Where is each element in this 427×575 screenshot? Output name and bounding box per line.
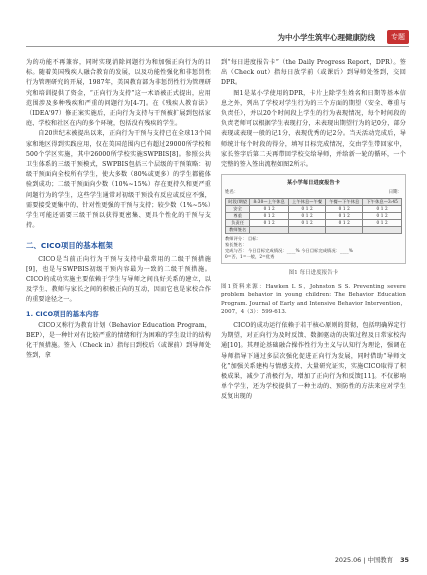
- score-cell: 0 1 2: [326, 213, 363, 220]
- column-header: 下午休息—3:45: [363, 199, 402, 206]
- running-header: [26, 30, 409, 44]
- paragraph: 到“每日进度报告卡”（the Daily Progress Report，DPR）。签出（Check out）指每日放学前（或课后）到导师处签到，交回DPR。: [221, 59, 406, 87]
- page-number: 35: [400, 556, 409, 564]
- paragraph: 自20世纪末被提出以来，正向行为干预与支持已在全球13个国家和地区得到实践应用，仅在美国范围内已有超过29000所学校和500个学区实施，其中26000所学校实施SWPBIS[8]。参照公共卫生体系的三级干预模式，SWPBIS包括三个层级的干预策略：初级干预面向全校所有学生，使大多数（80%或更多）的学生都能体验到成功；二级干预面向少数（10%~15%）存在更持久和更严重问题行为的学生，这些学生通常对初级干预没有反应或反应不强，需要接受更集中的、针对性更强的干预与支持；较少数（1%~5%）学生可能还需要三级干预以获得更密集、更具个性化的干预与支持。: [26, 130, 211, 230]
- paragraph: CICO是当前正向行为干预与支持中最常用的二级干预措施[9]，也是与SWPBIS初级干预内容最为一致的二级干预措施。CICO的成功实施主要依赖于学生与导师之间良好关系的建立，以及学生、教师与家长之间的积极正向的互动，因而它也是家校合作的重要途径之一。: [26, 255, 211, 304]
- row-label: 安全: [226, 206, 250, 213]
- subsection-title: 1. CICO项目的基本内容: [26, 309, 99, 318]
- score-cell: 0 1 2: [326, 220, 363, 227]
- score-cell: 0 1 2: [250, 213, 289, 220]
- footer-line: 家长签名：: [225, 242, 247, 248]
- figure-source: 图1资料来源：Hawken L S，Johnston S S. Preventing severe problem behavior in young children: The Behavior Education Program. Journal of Early and Intensive Behavior Intervention，2007，4（3）：599-613.: [221, 283, 406, 316]
- left-column: [26, 58, 211, 362]
- section-badge: 专题: [387, 30, 409, 44]
- daily-progress-report-figure: [221, 174, 406, 264]
- header-divider: [26, 46, 409, 47]
- score-cell: 0 1 2: [289, 213, 326, 220]
- paragraph: 为的功能不再兼容，同时实现消除问题行为和加强正向行为的目标。随着美国残疾人融合教育的发展，以及功能性强化和非惩罚性行为管理研究的开展，1987年，美国教育部为非惩罚性行为管理研究和培训提供了资金，“正向行为支持”这一术语被正式提出，应用范围涉及多种残疾和严重的问题行为[4-7]。在《残疾人教育法》（IDEA'97）修正案实施后，正向行为支持与干预被扩展到包括家庭、学校和社区在内的多个环境，包括没有残疾的学生。: [26, 59, 211, 128]
- date-field-label: 日期：: [388, 190, 402, 196]
- score-cell: 0 1 2: [250, 206, 289, 213]
- footer-line: 0=否，1=一般，2=优秀: [225, 254, 275, 260]
- paragraph: CICO又称行为教育计划（Behavior Education Program，BEP），是一种针对有比较严重的情绪和行为困难的学生设计的结构化干预措施。签入（Check in）指每日到校后（或课前）到导师处签到，拿: [26, 321, 211, 360]
- right-column: [221, 58, 406, 403]
- score-cell: 0 1 2: [363, 206, 402, 213]
- score-cell: 0 1 2: [289, 220, 326, 227]
- table-row: [226, 206, 402, 213]
- signature-cell: [363, 227, 402, 234]
- paragraph: CICO的成功运行依赖于若干核心原则的贯彻，包括明确界定行为期望，对正向行为及时反馈、数据驱动的决策过程及日常家校沟通[10]。其理论基础融合操作性行为主义与认知行为理论，强调在导师指导下通过多层次强化促进正向行为发展，同时借助“导师文化”加强关系建构与情感支持、大量研究证实，实施CICO取得了积极成果，减少了消极行为，增加了正向行为和反馈[11]。不仅影响单个学生，还为学校提供了一种主动的、预防性的方法来应对学生反复出现的: [221, 322, 406, 401]
- score-cell: 0 1 2: [363, 213, 402, 220]
- paragraph: 图1是某小学使用的DPR，卡片上除学生姓名和日期等基本信息之外，列出了学校对学生行为的三个方面的期望（安全、尊重与负责任），并以20个时间段上学生的行为表现情况，每个时间段的负责老师可以根据学生表现打分，未表现出期望行为的记0分，部分表现或表现一般的记1分，表现优秀的记2分。当天活动完成后，导师统计每个时段的得分，填写目标完成情况，交由学生带回家中，家长签字后第二天再带回学校交给导师，并给新一轮的循环，一个完整的签入签出流程如图2所示。: [221, 89, 406, 169]
- column-header: 上午休息—午餐: [289, 199, 326, 206]
- table-row: [226, 213, 402, 220]
- score-cell: 0 1 2: [250, 220, 289, 227]
- figure-footer: [225, 236, 402, 260]
- column-header: 8:30—上午休息: [250, 199, 289, 206]
- signature-cell: [250, 227, 289, 234]
- footer-line: 完成与否： 今日目标完成情况：____% 今日目标完成情况：____%: [225, 248, 353, 254]
- issue-date: 2025.06: [334, 556, 362, 564]
- section-title: 二、CICO项目的基本框架: [26, 241, 113, 251]
- footer-line: 教师评分： 目标：: [225, 236, 261, 242]
- row-label: 负责任: [226, 220, 250, 227]
- page-footer: 2025.06 | 中国教育 35: [334, 556, 409, 564]
- column-header: 午餐—下午休息: [326, 199, 363, 206]
- column-header: 时段/期望: [226, 199, 250, 206]
- name-field-label: 姓名：: [225, 190, 239, 196]
- figure-caption: 图1 每日进度报告卡: [288, 270, 339, 277]
- table-row: [226, 220, 402, 227]
- score-cell: 0 1 2: [326, 206, 363, 213]
- progress-table: [225, 198, 402, 234]
- figure-heading: 某小学每日进度报告卡: [286, 180, 341, 187]
- row-label: 教师签名: [226, 227, 250, 234]
- header-title: 为中小学生筑牢心理健康防线: [277, 33, 375, 42]
- magazine-name: 中国教育: [367, 556, 394, 564]
- figure-meta: [225, 190, 402, 196]
- signature-cell: [326, 227, 363, 234]
- score-cell: 0 1 2: [289, 206, 326, 213]
- table-row: [226, 227, 402, 234]
- table-header-row: [226, 199, 402, 206]
- score-cell: 0 1 2: [363, 220, 402, 227]
- signature-cell: [289, 227, 326, 234]
- row-label: 尊重: [226, 213, 250, 220]
